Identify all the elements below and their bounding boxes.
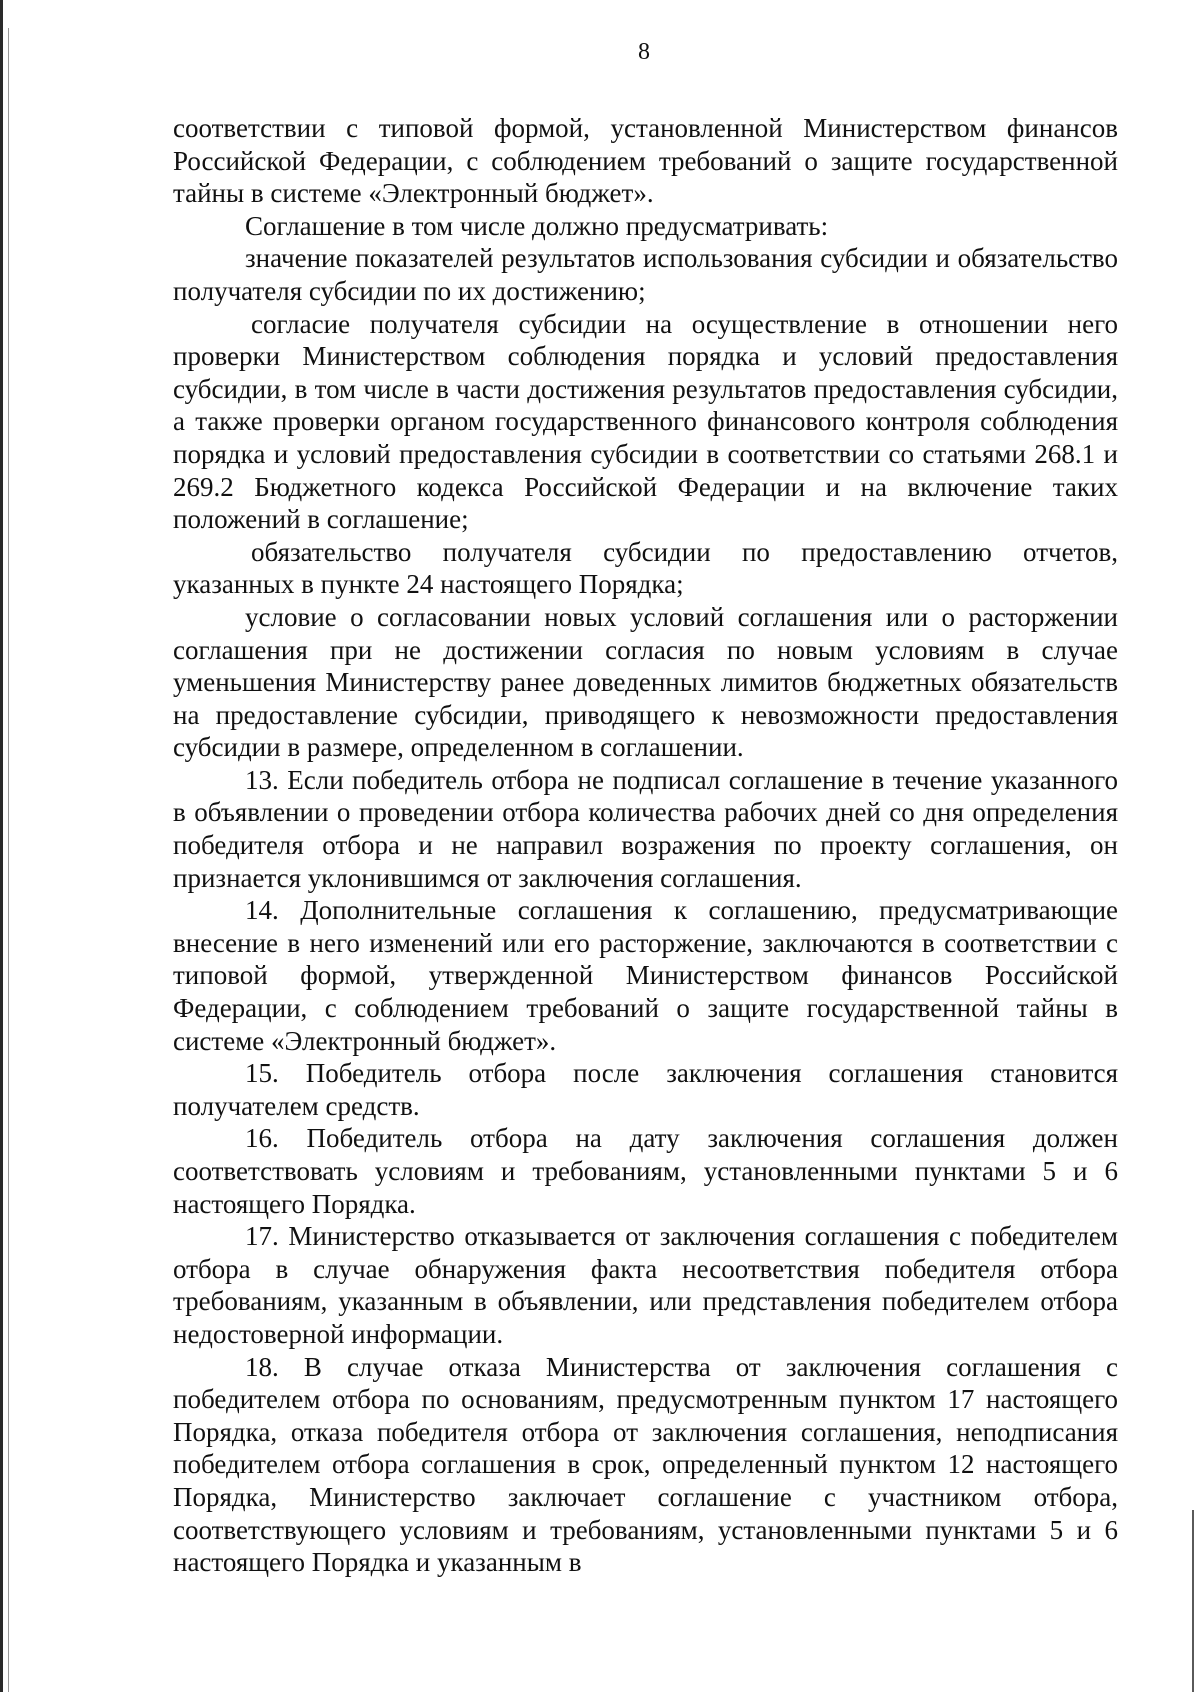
paragraph: 16. Победитель отбора на дату заключения соглашения должен соответствовать условиям и требованиям, установленными пунктами 5 и 6 настоящего Порядка.	[173, 1123, 1118, 1219]
paragraph: условие о согласовании новых условий соглашения или о расторжении соглашения при не достижении согласия по новым условиям в случае уменьшения Министерству ранее доведенных лимитов бюджетных обязательств на предоставление субсидии, приводящего к невозможности предоставления субсидии в размере, определенном в соглашении.	[173, 601, 1118, 763]
document-body	[173, 112, 1118, 1579]
paragraph: 14. Дополнительные соглашения к соглашению, предусматривающие внесение в него изменений или его расторжение, заключаются в соответствии с типовой формой, утвержденной Министерством финансов Российской Федерации, с соблюдением требований о защите государственной тайны в системе «Электронный бюджет».	[173, 895, 1118, 1056]
paragraph: 15. Победитель отбора после заключения соглашения становится получателем средств.	[173, 1058, 1118, 1121]
paragraph: обязательство получателя субсидии по предоставлению отчетов, указанных в пункте 24 настоящего Порядка;	[173, 536, 1118, 600]
paragraph: 18. В случае отказа Министерства от заключения соглашения с победителем отбора по основаниям, предусмотренным пунктом 17 настоящего Порядка, отказа победителя отбора от заключения соглашения, неподписания победителем отбора соглашения в срок, определенный пунктом 12 настоящего Порядка, Министерство заключает соглашение с участником отбора, соответствующего условиям и требованиям, установленными пунктами 5 и 6 настоящего Порядка и указанным в	[173, 1351, 1118, 1578]
page-number: 8	[638, 39, 650, 65]
paragraph: значение показателей результатов использования субсидии и обязательство получателя субсидии по их достижению;	[173, 243, 1118, 306]
paragraph: 13. Если победитель отбора не подписал соглашение в течение указанного в объявлении о проведении отбора количества рабочих дней со дня определения победителя отбора и не направил возражения по проекту соглашения, он признается уклонившимся от заключения соглашения.	[173, 764, 1118, 893]
scan-edge-line	[0, 0, 3, 1692]
paragraph: 17. Министерство отказывается от заключения соглашения с победителем отбора в случае обнаружения факта несоответствия победителя отбора требованиям, указанным в объявлении, или представления победителем отбора недостоверной информации.	[173, 1221, 1118, 1349]
scan-edge-line	[8, 28, 9, 1692]
scan-left-edge	[0, 0, 14, 1692]
paragraph: согласие получателя субсидии на осуществление в отношении него проверки Министерством соблюдения порядка и условий предоставления субсидии, в том числе в части достижения результатов предоставления субсидии, а также проверки органом государственного финансового контроля соблюдения порядка и условий предоставления субсидии в соответствии со статьями 268.1 и 269.2 Бюджетного кодекса Российской Федерации и на включение таких положений в соглашение;	[173, 308, 1118, 535]
paragraph: Соглашение в том числе должно предусматривать:	[245, 210, 829, 241]
paragraph: соответствии с типовой формой, установленной Министерством финансов Российской Федерации, с соблюдением требований о защите государственной тайны в системе «Электронный бюджет».	[173, 113, 1118, 209]
scan-right-edge	[1192, 1510, 1194, 1692]
